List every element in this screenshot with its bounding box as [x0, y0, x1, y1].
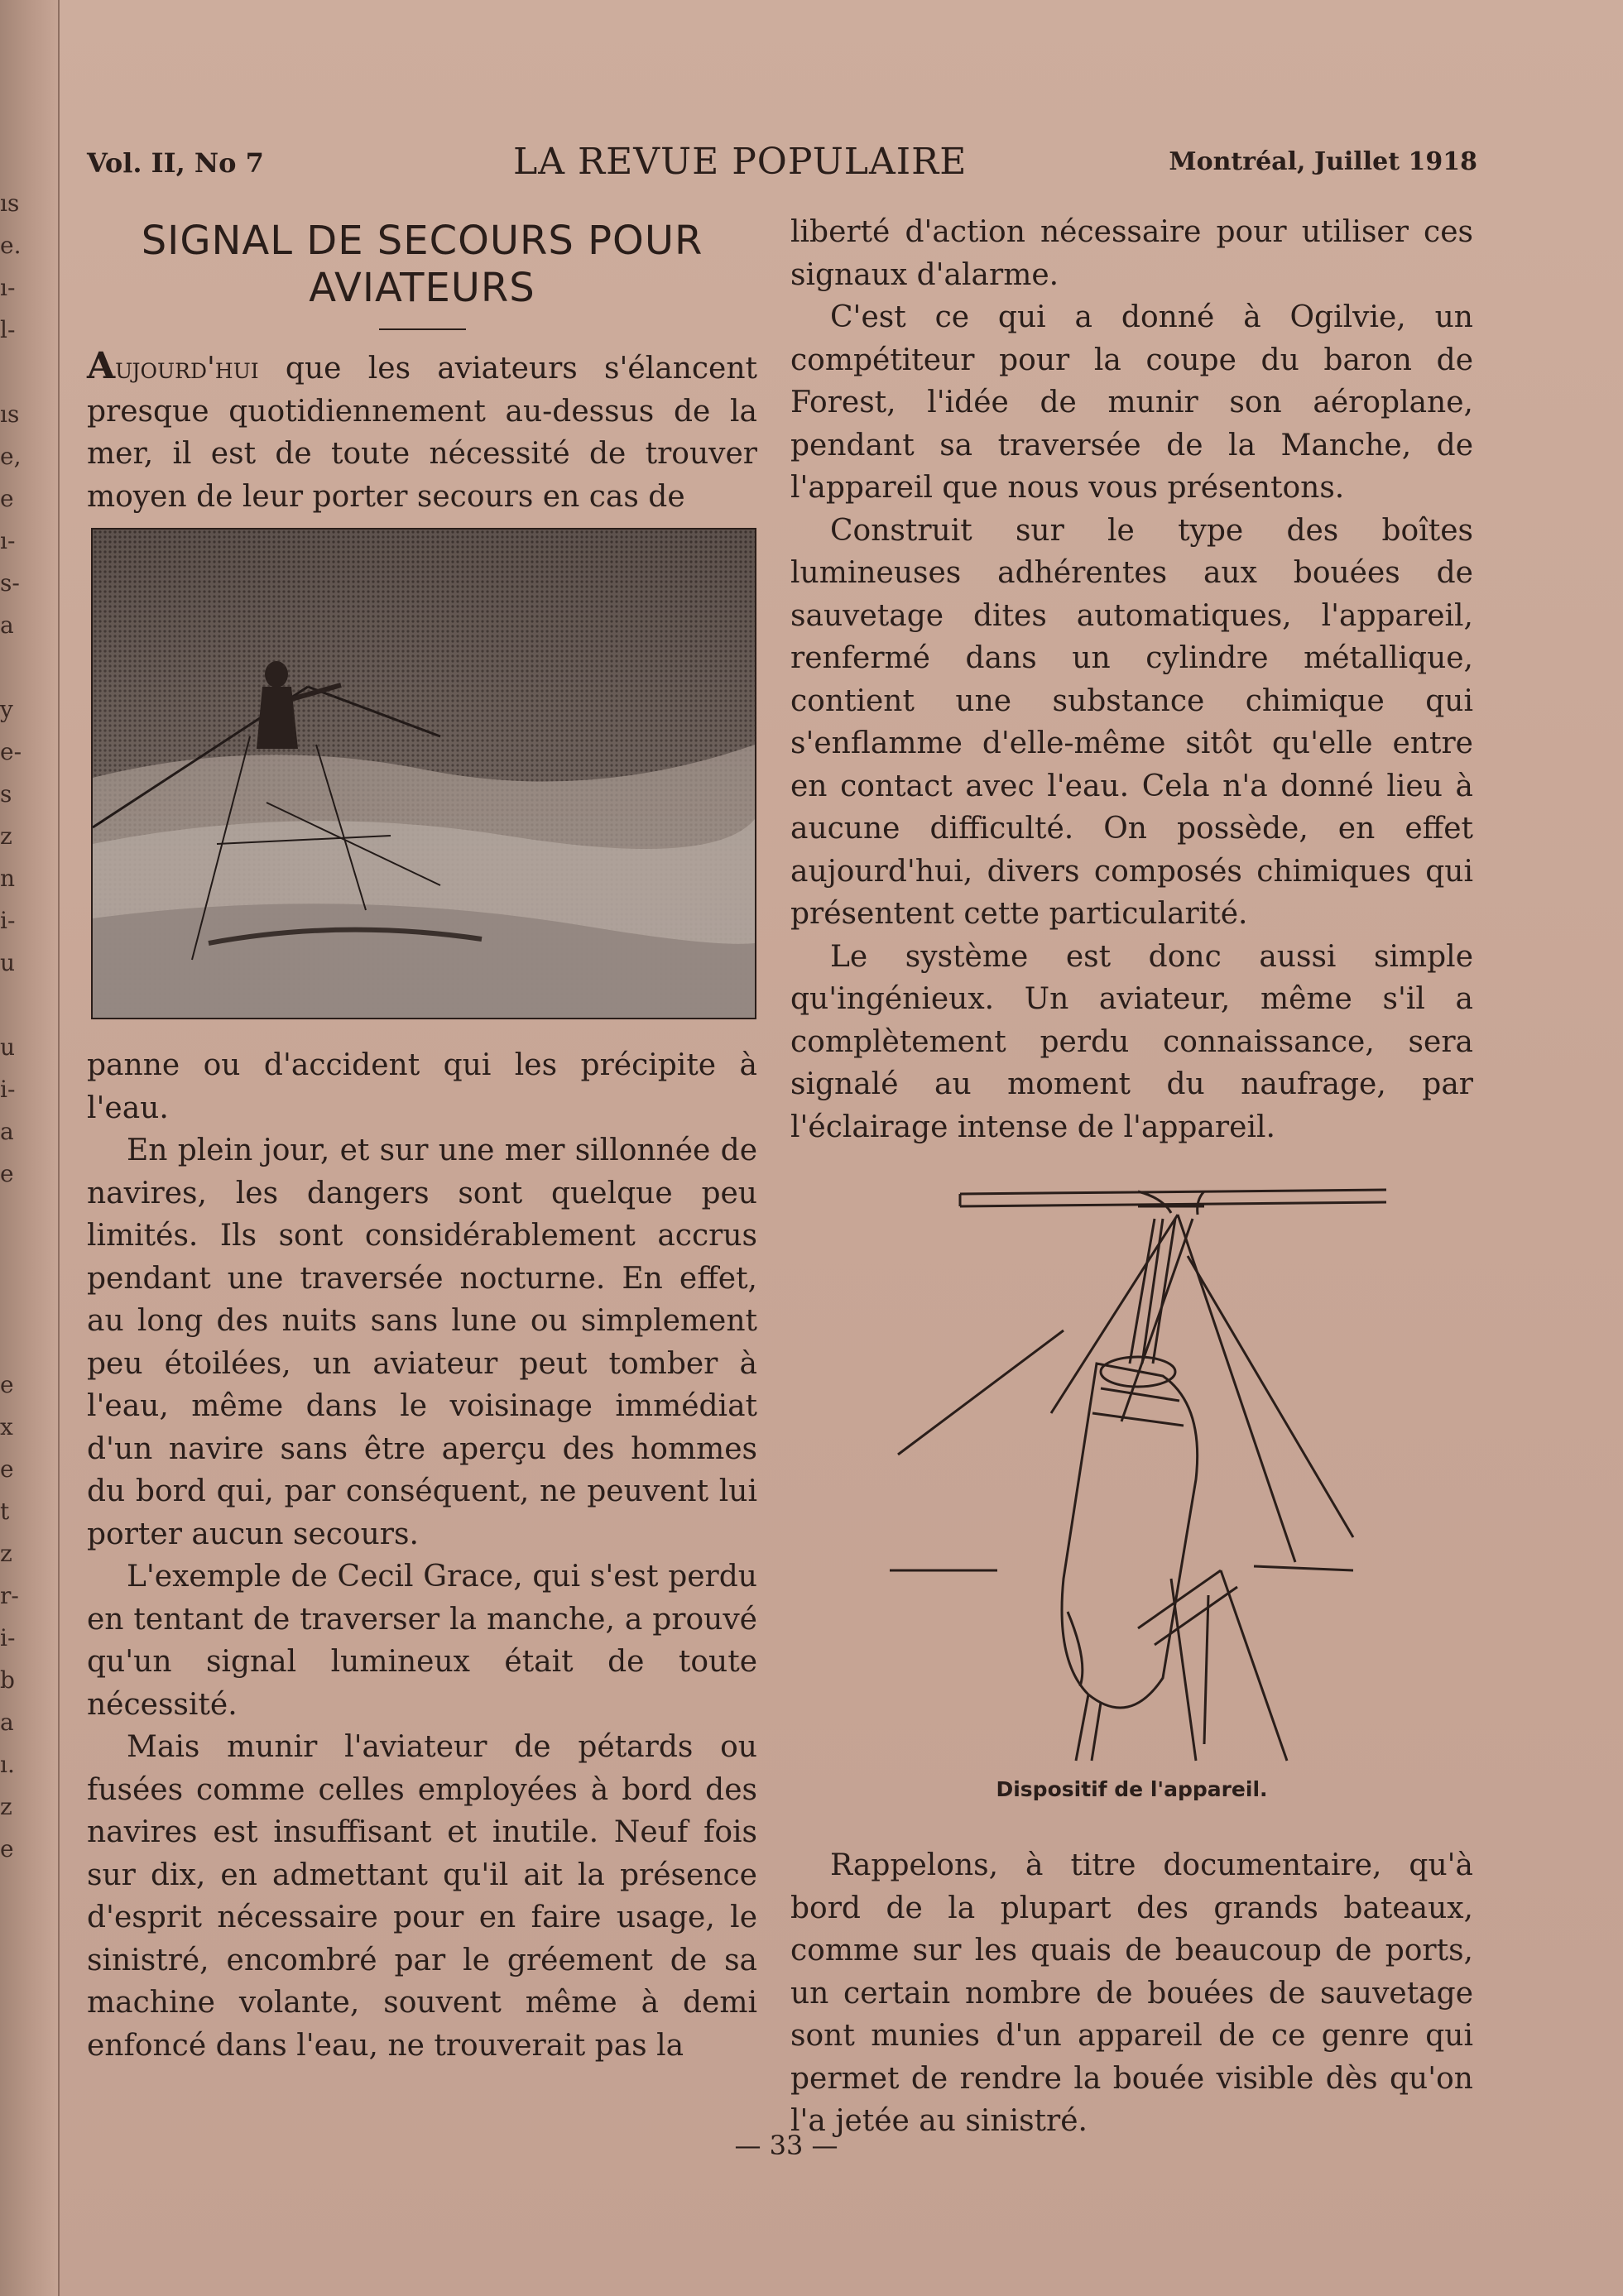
header-volume: Vol. II, No 7 — [87, 147, 264, 179]
margin-fragment: a — [0, 611, 14, 639]
margin-fragment — [0, 1237, 30, 1279]
header-date: Montréal, Juillet 1918 — [1169, 147, 1477, 176]
margin-fragment: ı- — [0, 527, 16, 554]
paragraph-1-text: que les aviateurs s'élancent presque quotidiennement au-dessus de la mer, il est de toute nécessité de trouver moyen de leur porter secours en cas de — [87, 352, 757, 514]
margin-fragment: ıs — [0, 400, 20, 428]
right-column — [790, 211, 1473, 2143]
margin-fragment: e — [0, 1835, 14, 1862]
margin-fragment — [0, 351, 30, 393]
margin-fragment: ı. — [0, 1751, 15, 1778]
seaplane-photo — [91, 528, 756, 1019]
margin-fragment: i- — [0, 1076, 16, 1103]
margin-fragment: u — [0, 949, 16, 976]
margin-fragment: s- — [0, 569, 20, 597]
margin-fragment — [0, 1279, 30, 1321]
margin-fragment: i- — [0, 907, 16, 934]
adjacent-page-margin — [0, 182, 30, 1870]
left-column — [87, 211, 757, 2067]
margin-fragment — [0, 646, 30, 688]
margin-fragment — [0, 1321, 30, 1364]
margin-fragment: n — [0, 865, 16, 892]
margin-fragment: s — [0, 780, 12, 808]
margin-fragment: x — [0, 1413, 13, 1440]
paragraph-1-continued: panne ou d'accident qui les précipite à l'eau. — [87, 1048, 757, 1125]
margin-fragment: z — [0, 1540, 12, 1567]
margin-fragment — [0, 1195, 30, 1237]
margin-fragment: ıs — [0, 189, 20, 217]
margin-fragment: ı- — [0, 274, 16, 301]
paragraph-4: Mais munir l'aviateur de pétards ou fusées comme celles employées à bord des navires est insuffisant et inutile. Neuf fois sur dix, en admettant qu'il ait la présence d'esprit nécessaire pour en faire usage, le sinistré, encombré par le gréement de sa machine volante, souvent même à demi enfoncé dans l'eau, ne trouverait pas la — [87, 1730, 757, 2063]
article-title-line-1: SIGNAL DE SECOURS POUR — [141, 218, 703, 264]
paragraph-7: Le système est donc aussi simple qu'ingénieux. Un aviateur, même s'il a complètement perdu connaissance, sera signalé au moment du naufrage, par l'éclairage intense de l'appareil. — [790, 939, 1473, 1144]
margin-fragment: e- — [0, 738, 22, 765]
paragraph-6: Construit sur le type des boîtes lumineuses adhérentes aux bouées de sauvetage dites automatiques, l'appareil, renfermé dans un cylindre métallique, contient une substance chimique qui s'enflamme d'elle-même sitôt qu'elle entre en contact avec l'eau. Cela n'a donné lieu à aucune difficulté. On possède, en effet aujourd'hui, divers composés chimiques qui présentent cette particularité. — [790, 513, 1473, 931]
margin-fragment: t — [0, 1498, 10, 1525]
paragraph-2: En plein jour, et sur une mer sillonnée de navires, les dangers sont quelque peu limités. Ils sont considérablement accrus pendant une traversée nocturne. En effet, au long des nuits sans lune ou simplement peu étoilées, un aviateur peut tomber à l'eau, même dans le voisinage immédiat d'un navire sans être aperçu des hommes du bord qui, par conséquent, ne peuvent lui porter aucun secours. — [87, 1134, 757, 1551]
drop-cap: A — [87, 345, 116, 387]
margin-fragment: r- — [0, 1582, 19, 1609]
margin-fragment: y — [0, 696, 13, 723]
figure-caption: Dispositif de l'appareil. — [996, 1777, 1268, 1801]
paragraph-5: C'est ce qui a donné à Ogilvie, un compétiteur pour la coupe du baron de Forest, l'idée de munir son aéroplane, pendant sa traversée de la Manche, de l'appareil que nous vous présentons. — [790, 300, 1473, 505]
margin-fragment: e — [0, 1371, 14, 1398]
margin-fragment: i- — [0, 1624, 16, 1651]
lead-in-smallcaps: ujourd'hui — [115, 352, 259, 386]
margin-fragment: l- — [0, 316, 16, 343]
page-number: — 33 — — [734, 2130, 838, 2161]
device-illustration — [890, 1182, 1419, 1777]
article-title-line-2: AVIATEURS — [309, 265, 535, 311]
paragraph-8: Rappelons, à titre documentaire, qu'à bord de la plupart des grands bateaux, comme sur les quais de beaucoup de ports, un certain nombre de bouées de sauvetage sont munies d'un appareil de ce genre qui permet de rendre la bouée visible dès qu'on l'a jetée au sinistré. — [790, 1848, 1473, 2138]
margin-fragment — [0, 984, 30, 1026]
margin-fragment: z — [0, 822, 12, 850]
paragraph-3: L'exemple de Cecil Grace, qui s'est perdu en tentant de traverser la manche, a prouvé qu'un signal lumineux était de toute nécessité. — [87, 1560, 757, 1722]
running-header — [87, 141, 1477, 190]
margin-fragment: e — [0, 1455, 14, 1483]
margin-fragment: u — [0, 1033, 16, 1061]
paragraph-4-continued: liberté d'action nécessaire pour utiliser ces signaux d'alarme. — [790, 215, 1473, 292]
margin-fragment: e — [0, 1160, 14, 1187]
paragraph-1 — [87, 345, 757, 518]
margin-fragment: a — [0, 1709, 14, 1736]
margin-fragment: b — [0, 1666, 15, 1694]
margin-fragment: e, — [0, 443, 22, 470]
header-title: LA REVUE POPULAIRE — [513, 141, 968, 183]
margin-fragment: e. — [0, 232, 22, 259]
article-title — [87, 218, 757, 312]
device-drawing — [890, 1182, 1419, 1777]
margin-fragment: e — [0, 485, 14, 512]
seaplane-photo-image — [93, 530, 755, 1018]
title-rule — [379, 328, 466, 330]
margin-fragment: z — [0, 1793, 12, 1820]
margin-fragment: a — [0, 1118, 14, 1145]
